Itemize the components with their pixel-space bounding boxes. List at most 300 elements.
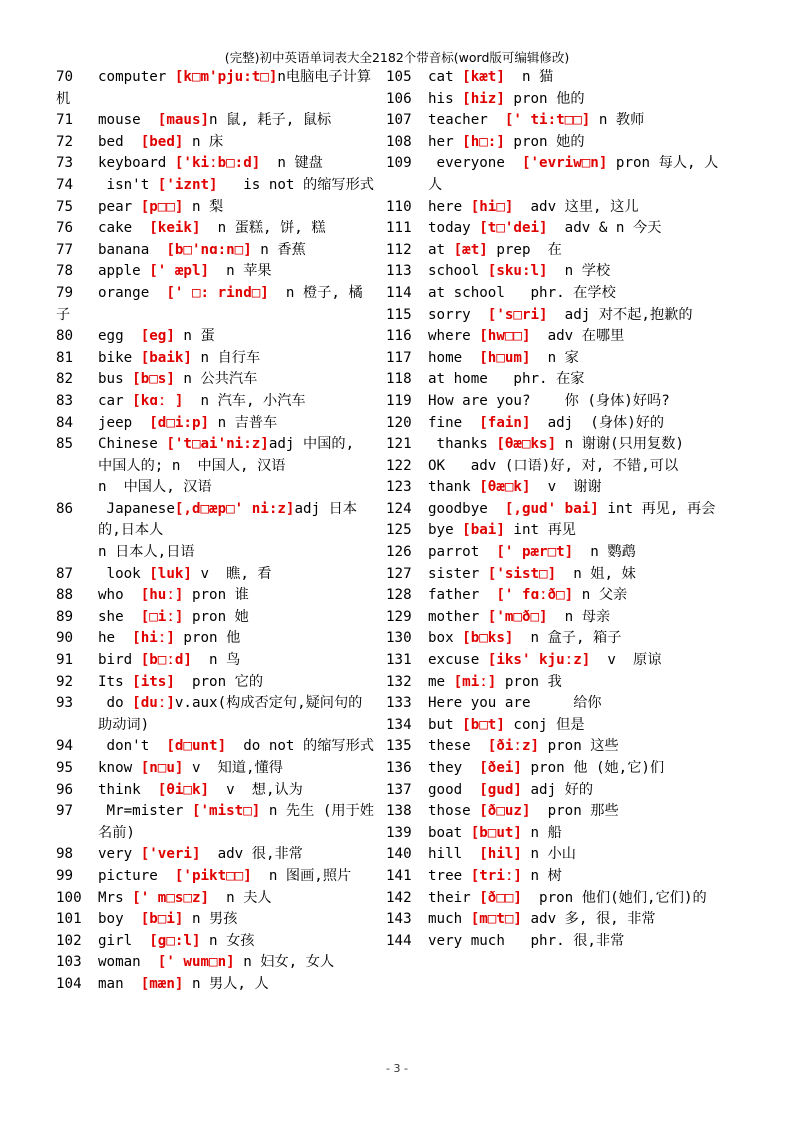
entry-number: 141	[386, 867, 412, 884]
entry-word: orange	[98, 284, 167, 301]
entry-meaning: pron 他 (她,它)们	[521, 760, 665, 776]
entry-word: girl	[98, 932, 150, 949]
entry-word: pear	[98, 198, 141, 215]
entry-phonetic: [g□:l]	[149, 932, 201, 949]
entry-meaning: n 先生 (用于姓名前)	[98, 803, 374, 841]
entry-meaning: pron 他们(她们,它们)的	[521, 889, 707, 906]
entry-word: they	[428, 760, 480, 776]
entry-word: those	[428, 803, 480, 820]
entry-phonetic: [θæ□k]	[479, 479, 531, 496]
entry-body	[428, 803, 619, 819]
entry-meaning: adv 很,非常	[200, 846, 303, 863]
entry-body	[428, 674, 562, 690]
entry-meaning: n 学校	[547, 263, 611, 280]
entry-body	[98, 890, 272, 906]
document-header: (完整)初中英语单词表大全2182个带音标(word版可编辑修改)	[224, 50, 570, 65]
vocab-entry	[56, 413, 376, 435]
entry-body	[428, 522, 576, 538]
entry-number: 82	[56, 371, 74, 388]
entry-number: 111	[386, 220, 412, 237]
vocab-entry	[386, 89, 726, 111]
entry-body	[98, 587, 249, 603]
entry-number: 133	[386, 695, 412, 712]
entry-word: but	[428, 716, 463, 733]
entry-phonetic: ['mist□]	[191, 803, 261, 820]
entry-meaning: prep 在	[487, 241, 562, 258]
entry-meaning: pron 这些	[539, 738, 619, 755]
entry-body	[428, 134, 585, 150]
entry-meaning: adj (身体)好的	[530, 414, 665, 431]
entry-number: 124	[386, 500, 412, 517]
entry-phonetic: [huː]	[140, 587, 184, 604]
entry-number: 109	[386, 155, 412, 172]
entry-phonetic: [θi□k]	[157, 781, 210, 798]
entry-word: their	[428, 889, 480, 906]
vocab-entry	[56, 628, 376, 650]
entry-phonetic: [eg]	[140, 328, 175, 345]
entry-number: 107	[386, 112, 412, 129]
vocab-entry	[56, 348, 376, 370]
vocab-entry	[386, 67, 726, 89]
vocab-entry	[56, 261, 376, 283]
entry-meaning: pron 我	[496, 673, 562, 690]
entry-word: How are you? 你 (身体)好吗?	[428, 392, 670, 409]
entry-meaning: pron 它的	[174, 673, 264, 690]
vocab-entry	[386, 391, 726, 413]
vocab-entry	[386, 585, 726, 607]
entry-body	[98, 803, 374, 841]
entry-body	[98, 846, 303, 862]
vocab-entry	[386, 369, 726, 391]
entry-number: 122	[386, 457, 412, 474]
entry-phonetic: [p□□]	[140, 198, 184, 215]
vocab-entry	[386, 888, 726, 910]
entry-meaning: n 夫人	[209, 889, 272, 906]
vocab-entry	[56, 888, 376, 910]
entry-word: think	[98, 781, 158, 798]
entry-meaning: pron 那些	[530, 803, 619, 820]
vocab-entry	[56, 736, 376, 758]
entry-word: Japanese	[98, 500, 175, 517]
entry-word: apple	[98, 263, 150, 280]
entry-word: here	[428, 198, 471, 215]
entry-number: 140	[386, 846, 412, 863]
entry-word: good	[428, 781, 480, 798]
entry-number: 116	[386, 328, 412, 345]
entry-word: his	[428, 90, 463, 107]
entry-body	[98, 674, 263, 690]
vocab-entry	[386, 866, 726, 888]
entry-word: woman	[98, 954, 158, 971]
entry-body	[428, 782, 593, 798]
vocab-entry	[386, 650, 726, 672]
vocab-entry	[56, 110, 376, 132]
vocab-entry	[386, 564, 726, 586]
entry-phonetic: [' wum□n]	[157, 954, 235, 971]
vocab-column-right	[386, 67, 726, 952]
vocab-entry	[56, 585, 376, 607]
entry-meaning: n 姐, 妹	[556, 565, 636, 582]
entry-word: mouse	[98, 112, 158, 129]
entry-meaning: n 男孩	[183, 911, 238, 928]
entry-body	[428, 155, 718, 193]
vocab-entry	[386, 909, 726, 931]
vocab-entry	[386, 844, 726, 866]
entry-word: at	[428, 241, 454, 258]
entry-phonetic: ['kiːb□:d]	[174, 155, 261, 172]
vocab-entry	[56, 650, 376, 672]
entry-number: 132	[386, 673, 412, 690]
entry-number: 125	[386, 522, 412, 539]
entry-body	[428, 285, 616, 301]
entry-body	[428, 479, 602, 495]
entry-meaning: n 鹦鹉	[573, 544, 636, 561]
vocab-entry	[56, 672, 376, 694]
entry-meaning: n 谢谢(只用复数)	[556, 436, 684, 453]
vocab-entry	[386, 931, 726, 953]
entry-meaning: int 再见, 再会	[598, 500, 716, 517]
entry-meaning: n 蛋糕, 饼, 糕	[200, 220, 326, 237]
entry-meaning: adj 好的	[521, 781, 594, 798]
entry-phonetic: [θæ□ks]	[496, 436, 557, 453]
entry-phonetic: [h□um]	[479, 349, 531, 366]
entry-body	[98, 652, 240, 668]
entry-body	[98, 263, 272, 279]
vocab-entry	[386, 413, 726, 435]
entry-number: 106	[386, 90, 412, 107]
vocab-entry	[386, 348, 726, 370]
vocab-entry	[56, 369, 376, 391]
vocab-entry	[386, 434, 726, 456]
entry-word: picture	[98, 867, 175, 884]
entry-word: isn't	[98, 176, 158, 193]
entry-body	[428, 544, 636, 560]
entry-number: 103	[56, 954, 82, 971]
vocab-entry	[386, 261, 726, 283]
entry-number: 79	[56, 284, 74, 301]
entry-body	[98, 328, 215, 344]
entry-meaning: n 猫	[504, 69, 554, 85]
entry-phonetic: [sku:l]	[487, 263, 548, 280]
entry-number: 74	[56, 176, 74, 193]
entry-phonetic: [b□i]	[140, 911, 184, 928]
entry-word: cake	[98, 220, 150, 237]
vocab-entry	[56, 607, 376, 629]
entry-body	[98, 911, 237, 927]
vocab-entry	[386, 542, 726, 564]
entry-phonetic: [bed]	[140, 133, 184, 150]
entry-phonetic: [keik]	[149, 220, 201, 237]
entry-word: these	[428, 738, 488, 755]
entry-phonetic: [b□s]	[132, 371, 175, 388]
entry-phonetic: [' fɑːð□]	[496, 587, 574, 604]
vocab-entry	[386, 197, 726, 219]
entry-phonetic: ['pikt□□]	[174, 867, 252, 884]
entry-meaning: adv 这里, 这儿	[513, 198, 639, 215]
entry-body	[98, 782, 303, 798]
entry-number: 135	[386, 738, 412, 755]
entry-number: 115	[386, 306, 412, 323]
entry-meaning: n 梨	[183, 198, 224, 215]
entry-body	[428, 609, 610, 625]
vocab-column-left	[56, 67, 376, 996]
entry-meaning: v.aux(构成否定句,疑问句的助动词)	[98, 695, 363, 733]
entry-meaning: n 女孩	[200, 932, 255, 949]
vocab-entry	[56, 240, 376, 262]
entry-word: today	[428, 220, 480, 237]
entry-body	[98, 436, 363, 495]
entry-number: 81	[56, 349, 74, 366]
entry-number: 87	[56, 565, 74, 582]
entry-number: 70	[56, 69, 74, 85]
entry-word: school	[428, 263, 488, 280]
entry-number: 129	[386, 608, 412, 625]
entry-body	[98, 609, 249, 625]
entry-body	[98, 199, 223, 215]
entry-word: thank	[428, 479, 480, 496]
entry-phonetic: [ð□□]	[479, 889, 522, 906]
entry-number: 130	[386, 630, 412, 647]
entry-number: 118	[386, 371, 412, 388]
entry-phonetic: [hiː]	[132, 630, 175, 647]
entry-body	[98, 976, 269, 992]
entry-word: banana	[98, 241, 167, 258]
entry-number: 112	[386, 241, 412, 258]
entry-phonetic: [fain]	[479, 414, 531, 431]
entry-number: 131	[386, 652, 412, 669]
entry-word: Mrs	[98, 889, 133, 906]
entry-word: everyone	[428, 155, 522, 172]
entry-body	[428, 199, 639, 215]
entry-word: do	[98, 695, 133, 712]
entry-word: Chinese	[98, 436, 167, 453]
entry-meaning: n电脑电子计算机	[56, 69, 372, 107]
entry-phonetic: [triː]	[470, 867, 522, 884]
entry-meaning: pron 他	[174, 630, 241, 647]
vocab-entry	[386, 110, 726, 132]
entry-body	[428, 91, 585, 107]
entry-meaning: n 键盘	[260, 155, 323, 172]
entry-number: 121	[386, 436, 412, 453]
entry-word: Its	[98, 673, 133, 690]
entry-meaning: adv & n 今天	[547, 220, 662, 237]
entry-number: 102	[56, 932, 82, 949]
entry-meaning: adj 对不起,抱歉的	[547, 306, 693, 323]
vocab-entry	[386, 736, 726, 758]
vocab-entry	[386, 758, 726, 780]
entry-meaning: pron 每人, 人人	[428, 155, 719, 193]
entry-number: 136	[386, 760, 412, 776]
entry-meaning: n 鼠, 耗子, 鼠标	[209, 112, 332, 129]
vocab-entry	[386, 628, 726, 650]
entry-word: at home phr. 在家	[428, 371, 585, 388]
entry-number: 71	[56, 112, 74, 129]
entry-meaning: int 再见	[504, 522, 576, 539]
entry-word: boy	[98, 911, 141, 928]
entry-word: bye	[428, 522, 463, 539]
entry-phonetic: [m□t□]	[470, 911, 522, 928]
entry-word: box	[428, 630, 463, 647]
entry-phonetic: [mæn]	[140, 975, 184, 992]
entry-word: egg	[98, 328, 141, 345]
entry-meaning: n 妇女, 女人	[234, 954, 335, 971]
entry-meaning: n 汽车, 小汽车	[183, 392, 306, 409]
entry-word: me	[428, 673, 454, 690]
entry-body	[98, 350, 260, 366]
entry-phonetic: ['t□ai'ni:z]	[166, 436, 269, 453]
entry-body	[428, 501, 715, 517]
entry-meaning: n 母亲	[547, 608, 611, 625]
entry-number: 92	[56, 673, 74, 690]
entry-number: 119	[386, 392, 412, 409]
entry-number: 126	[386, 544, 412, 561]
vocab-entry	[56, 499, 376, 564]
entry-number: 143	[386, 911, 412, 928]
entry-meaning: pron 她	[183, 608, 249, 625]
entry-body	[428, 371, 585, 387]
entry-body	[428, 760, 664, 776]
entry-phonetic: [maus]	[157, 112, 210, 129]
entry-phonetic: [k□m'pju:t□]	[174, 69, 278, 85]
entry-phonetic: [b□ut]	[470, 824, 522, 841]
entry-phonetic: [' pær□t]	[496, 544, 574, 561]
entry-phonetic: [□iː]	[140, 608, 184, 625]
entry-body	[98, 933, 255, 949]
entry-number: 94	[56, 738, 74, 755]
entry-phonetic: [its]	[132, 673, 175, 690]
entry-number: 97	[56, 803, 74, 820]
entry-body	[428, 933, 624, 949]
entry-meaning: n 盒子, 箱子	[513, 630, 622, 647]
entry-body	[428, 436, 684, 452]
entry-number: 123	[386, 479, 412, 496]
entry-word: mother	[428, 608, 488, 625]
entry-body	[98, 501, 357, 560]
entry-phonetic: [' ti:t□□]	[504, 112, 591, 129]
entry-body	[98, 155, 323, 171]
entry-word: man	[98, 975, 141, 992]
vocab-entry	[386, 780, 726, 802]
entry-body	[428, 630, 621, 646]
entry-meaning: n 图画,照片	[251, 867, 352, 884]
vocab-entry	[386, 499, 726, 521]
entry-number: 86	[56, 500, 74, 517]
entry-number: 105	[386, 69, 412, 85]
entry-word: teacher	[428, 112, 505, 129]
entry-number: 127	[386, 565, 412, 582]
entry-word: bus	[98, 371, 133, 388]
entry-number: 142	[386, 889, 412, 906]
vocab-entry	[386, 153, 726, 196]
entry-body	[428, 890, 707, 906]
vocab-entry	[56, 952, 376, 974]
entry-meaning: adv 在哪里	[530, 328, 625, 345]
entry-body	[428, 220, 661, 236]
entry-number: 91	[56, 652, 74, 669]
entry-meaning: is not 的缩写形式	[217, 176, 374, 193]
entry-number: 100	[56, 889, 82, 906]
vocab-entry	[56, 780, 376, 802]
entry-phonetic: [ð□uz]	[479, 803, 531, 820]
entry-word: jeep	[98, 414, 150, 431]
vocab-entry	[56, 218, 376, 240]
entry-phonetic: [' æpl]	[149, 263, 210, 280]
entry-number: 113	[386, 263, 412, 280]
entry-body	[428, 458, 678, 474]
entry-word: goodbye	[428, 500, 505, 517]
entry-meaning: n 树	[521, 867, 562, 884]
entry-phonetic: [b□'nɑ:n□]	[166, 241, 252, 258]
entry-meaning: n 父亲	[573, 587, 628, 604]
entry-phonetic: [kæt]	[462, 69, 505, 85]
entry-word: father	[428, 587, 497, 604]
vocab-entry	[386, 218, 726, 240]
entry-word: boat	[428, 824, 471, 841]
entry-meaning: n 香蕉	[251, 241, 306, 258]
entry-number: 138	[386, 803, 412, 820]
entry-number: 128	[386, 587, 412, 604]
entry-phonetic: [n□u]	[140, 760, 184, 776]
entry-word: car	[98, 392, 133, 409]
vocab-entry	[56, 931, 376, 953]
entry-body	[428, 112, 644, 128]
entry-phonetic: [æt]	[453, 241, 488, 258]
entry-body	[56, 285, 363, 323]
entry-phonetic: [kɑː ]	[132, 392, 184, 409]
entry-number: 80	[56, 328, 74, 345]
entry-number: 96	[56, 781, 74, 798]
entry-body	[428, 566, 636, 582]
entry-body	[428, 587, 627, 603]
entry-number: 84	[56, 414, 74, 431]
entry-meaning: v 谢谢	[530, 479, 602, 496]
entry-phonetic: [bai]	[462, 522, 505, 539]
vocab-entry	[56, 693, 376, 736]
entry-number: 85	[56, 436, 74, 453]
vocab-entry	[56, 197, 376, 219]
entry-body	[98, 760, 283, 776]
entry-phonetic: [ðei]	[479, 760, 522, 776]
vocab-entry	[386, 456, 726, 478]
entry-number: 139	[386, 824, 412, 841]
entry-meaning: n 公共汽车	[174, 371, 258, 388]
entry-word: home	[428, 349, 480, 366]
entry-body	[98, 393, 306, 409]
entry-word: who	[98, 587, 141, 604]
vocab-entry	[56, 564, 376, 586]
entry-meaning: adv 多, 很, 非常	[521, 911, 656, 928]
entry-word: thanks	[428, 436, 497, 453]
entry-phonetic: [gud]	[479, 781, 522, 798]
vocab-entry	[56, 391, 376, 413]
vocab-entry	[56, 866, 376, 888]
entry-word: tree	[428, 867, 471, 884]
entry-body	[98, 738, 374, 754]
entry-body	[98, 134, 223, 150]
entry-phonetic: ['veri]	[140, 846, 201, 863]
entry-number: 117	[386, 349, 412, 366]
vocab-entry	[56, 801, 376, 844]
entry-word: at school phr. 在学校	[428, 284, 616, 301]
entry-meaning: n 蛋	[174, 328, 215, 345]
entry-meaning: n 床	[183, 133, 224, 150]
entry-phonetic: [hiz]	[462, 90, 505, 107]
entry-meaning: v 瞧, 看	[191, 565, 272, 582]
vocab-entry	[56, 326, 376, 348]
entry-phonetic: [miː]	[453, 673, 497, 690]
entry-body	[428, 738, 619, 754]
vocab-entry	[386, 823, 726, 845]
